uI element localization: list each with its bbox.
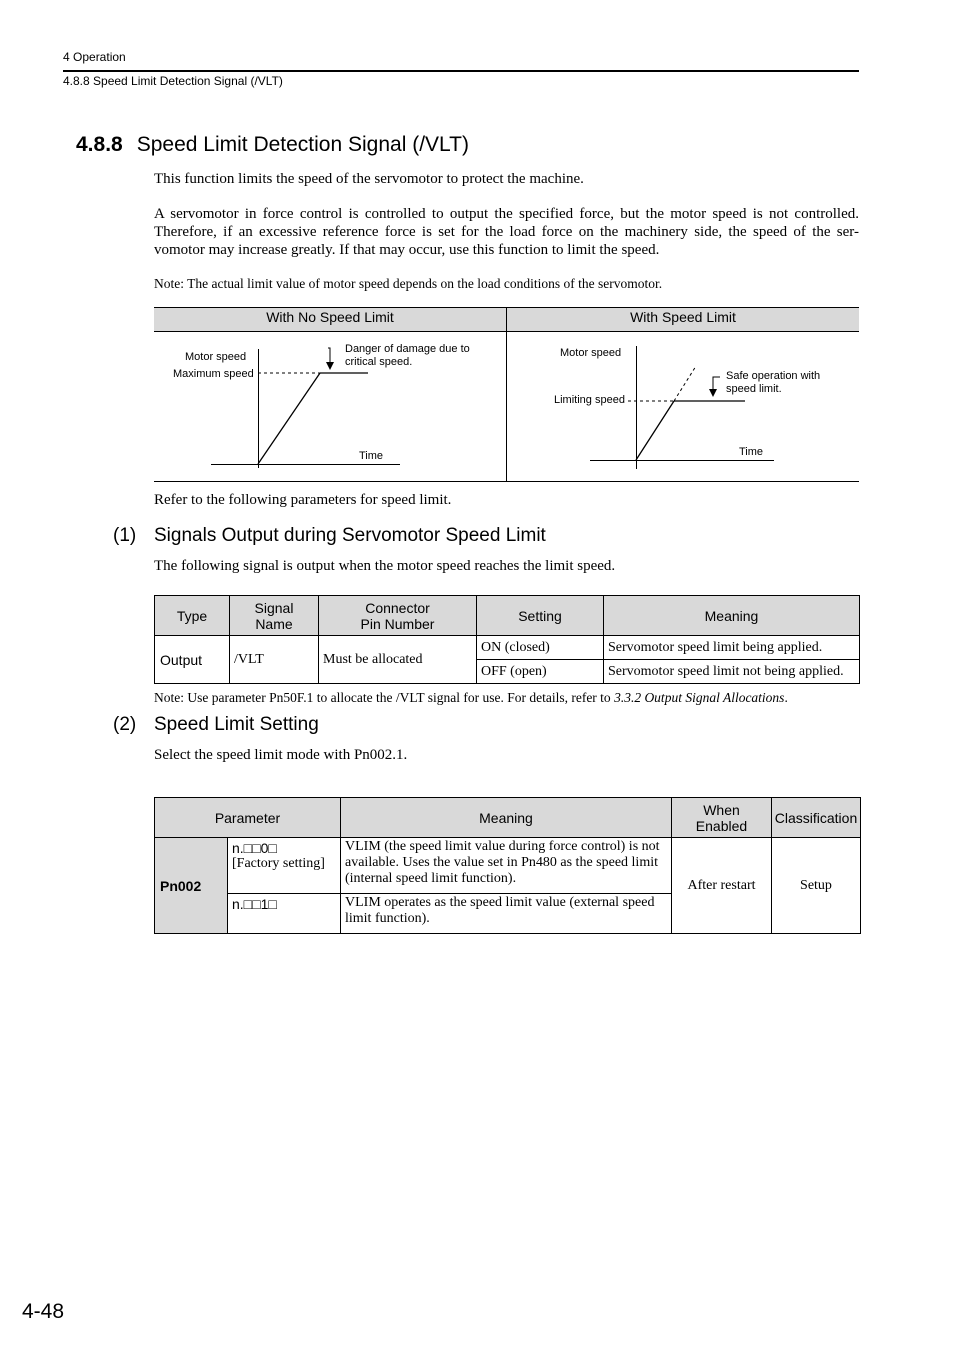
- note-suffix: .: [784, 690, 788, 705]
- subsection-2-text: Select the speed limit mode with Pn002.1.: [154, 747, 408, 763]
- header-rule: [63, 70, 859, 72]
- subsection-1-text: The following signal is output when the motor speed reaches the limit speed.: [154, 558, 616, 574]
- param-header-when-enabled: When Enabled: [672, 798, 772, 838]
- right-callout-line-1: Safe operation with: [726, 370, 821, 382]
- signal-table-header-meaning: Meaning: [604, 596, 860, 636]
- right-x-label: Time: [739, 446, 764, 458]
- signal-table-header-setting: Setting: [477, 596, 604, 636]
- param-value-1: n.□□1□: [232, 896, 277, 912]
- parameter-table-header-row: [155, 798, 861, 838]
- subsection-2-title: Speed Limit Setting: [154, 714, 319, 735]
- table-row: [155, 838, 861, 894]
- left-callout-line-1: Danger of damage due to: [345, 343, 470, 355]
- note-reference: 3.3.2 Output Signal Allocations: [614, 690, 785, 705]
- param-value-cell-0: [228, 838, 341, 894]
- signal-name-cell: /VLT: [230, 636, 319, 684]
- signal-table-header-pin: Connector Pin Number: [319, 596, 477, 636]
- speed-limit-comparison-diagram: [154, 307, 859, 481]
- left-max-speed-label: Maximum speed: [173, 368, 254, 380]
- signal-meaning-off: Servomotor speed limit not being applied.: [604, 660, 860, 684]
- right-heading: With Speed Limit: [630, 309, 736, 325]
- param-when-enabled: After restart: [672, 838, 772, 934]
- running-header-chapter: 4 Operation: [63, 50, 126, 64]
- signal-meaning-on: Servomotor speed limit being applied.: [604, 636, 860, 660]
- left-callout-arrow: [326, 362, 334, 370]
- left-callout-line-2: critical speed.: [345, 356, 413, 368]
- note-prefix: Note: Use parameter Pn50F.1 to allocate the /VLT signal for use. For details, refer to: [154, 690, 615, 705]
- refer-text: Refer to the following parameters for speed limit.: [154, 492, 452, 508]
- subsection-1-number: (1): [113, 525, 137, 546]
- left-callout-text: [345, 343, 470, 369]
- intro-note: Note: The actual limit value of motor speed depends on the load conditions of the servomotor.: [154, 276, 663, 291]
- left-heading: With No Speed Limit: [266, 309, 394, 325]
- signal-table-note: [154, 690, 788, 706]
- right-y-label: Motor speed: [560, 347, 622, 359]
- parameter-table: [154, 797, 861, 934]
- table-row: [155, 636, 860, 660]
- subsection-2-heading: [113, 714, 319, 736]
- param-number-cell: Pn002: [155, 838, 228, 934]
- subsection-1-heading: [113, 525, 546, 547]
- right-speed-ramp: [636, 401, 674, 460]
- param-header-parameter: Parameter: [155, 798, 341, 838]
- signal-table-header-type: Type: [155, 596, 230, 636]
- intro-paragraph-1: This function limits the speed of the servomotor to protect the machine.: [154, 171, 584, 187]
- param-value-note-0: [Factory setting]: [232, 856, 325, 871]
- param-meaning-1: VLIM operates as the speed limit value (external speed limit function).: [341, 894, 672, 934]
- page-number: 4-48: [22, 1300, 65, 1323]
- signal-output-table: [154, 595, 860, 684]
- section-title: [76, 133, 469, 157]
- signal-table-header-signal: Signal Name: [230, 596, 319, 636]
- signal-pin-cell: Must be allocated: [319, 636, 477, 684]
- signal-setting-on: ON (closed): [477, 636, 604, 660]
- param-header-meaning: Meaning: [341, 798, 672, 838]
- param-value-0: n.□□0□: [232, 840, 277, 856]
- param-classification: Setup: [772, 838, 861, 934]
- running-header-section: 4.8.8 Speed Limit Detection Signal (/VLT): [63, 74, 283, 88]
- right-callout-text: [726, 370, 820, 396]
- section-number: 4.8.8: [76, 133, 123, 156]
- signal-type-cell: Output: [155, 636, 230, 684]
- right-callout-arrow: [709, 389, 717, 397]
- signal-setting-off: OFF (open): [477, 660, 604, 684]
- subsection-2-number: (2): [113, 714, 137, 735]
- subsection-1-title: Signals Output during Servomotor Speed Limit: [154, 525, 546, 546]
- param-header-classification: Classification: [772, 798, 861, 838]
- left-speed-ramp: [258, 373, 320, 464]
- intro-paragraph-2: A servomotor in force control is controlled to output the specified force, but the motor speed is not controlled. Therefore, if an excessive reference force is set for the load force on the machinery side, the speed of the ser-vomotor may increase greatly. If that may occur, use this function to limit the speed.: [154, 206, 859, 258]
- param-value-cell-1: [228, 894, 341, 934]
- left-x-label: Time: [359, 450, 384, 462]
- param-meaning-0: VLIM (the speed limit value during force control) is not available. Uses the value set in Pn480 as the speed limit (internal speed limit function).: [341, 838, 672, 894]
- right-limit-label: Limiting speed: [554, 394, 625, 406]
- signal-table-header-row: [155, 596, 860, 636]
- right-callout-line-2: speed limit.: [726, 383, 782, 395]
- right-unlimited-projection: [674, 366, 696, 401]
- left-y-label: Motor speed: [185, 351, 247, 363]
- section-title-text: Speed Limit Detection Signal (/VLT): [136, 133, 469, 156]
